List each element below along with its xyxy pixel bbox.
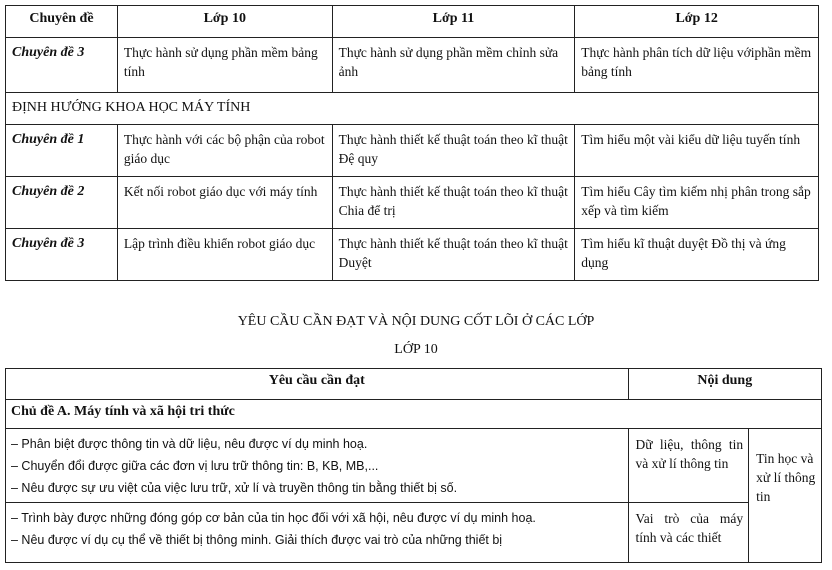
header-lop-10: Lớp 10 (117, 6, 332, 38)
lop-12-cell: Thực hành phân tích dữ liệu vớiphần mềm bảng tính (575, 38, 819, 93)
yeu-cau-cell (6, 429, 629, 503)
table-row (6, 38, 819, 93)
noi-dung-cell: Vai trò của máy tính và các thiết (628, 503, 749, 563)
section-title: YÊU CẦU CẦN ĐẠT VÀ NỘI DUNG CỐT LÕI Ở CÁC LỚP (237, 314, 595, 329)
header-lop-11: Lớp 11 (332, 6, 575, 38)
section-row (6, 93, 819, 125)
requirement-item: – Nêu được ví dụ cụ thể về thiết bị thông minh. Giải thích được vai trò của những thiết bị (11, 533, 503, 547)
table-header-row (6, 369, 822, 400)
lop-10-cell: Thực hành với các bộ phận của robot giáo dục (117, 125, 332, 177)
chuyen-de-cell: Chuyên đề 3 (6, 229, 118, 281)
lop-11-cell: Thực hành thiết kế thuật toán theo kĩ thuật Chia để trị (332, 177, 575, 229)
lop-12-cell: Tìm hiểu Cây tìm kiếm nhị phân trong sắp xếp và tìm kiếm (575, 177, 819, 229)
lop-12-cell: Tìm hiểu một vài kiểu dữ liệu tuyến tính (575, 125, 819, 177)
table-row (6, 177, 819, 229)
lop-11-cell: Thực hành thiết kế thuật toán theo kĩ thuật Đệ quy (332, 125, 575, 177)
yeu-cau-table (5, 368, 822, 563)
header-chuyen-de: Chuyên đề (6, 6, 118, 38)
requirement-item: – Chuyển đổi được giữa các đơn vị lưu trữ thông tin: B, KB, MB,... (11, 459, 379, 473)
requirement-item: – Phân biệt được thông tin và dữ liệu, nêu được ví dụ minh hoạ. (11, 437, 368, 451)
noi-dung-cell: Dữ liệu, thông tin và xử lí thông tin (628, 429, 749, 503)
requirement-item: – Trình bày được những đóng góp cơ bản của tin học đối với xã hội, nêu được ví dụ minh hoạ. (11, 511, 536, 525)
table-row (6, 503, 822, 563)
header-yeu-cau: Yêu cầu cần đạt (6, 369, 629, 400)
lop-11-cell: Thực hành sử dụng phần mềm chỉnh sửa ảnh (332, 38, 575, 93)
lop-12-cell: Tìm hiểu kĩ thuật duyệt Đồ thị và ứng dụng (575, 229, 819, 281)
section-subtitle: LỚP 10 (394, 342, 438, 357)
chuyen-de-cell: Chuyên đề 3 (6, 38, 118, 93)
requirement-item: – Nêu được sự ưu việt của việc lưu trữ, xử lí và truyền thông tin bằng thiết bị số. (11, 481, 458, 495)
noi-dung-chung-cell: Tin học và xử lí thông tin (749, 429, 822, 563)
table-row (6, 125, 819, 177)
chuyen-de-table (5, 5, 819, 281)
lop-11-cell: Thực hành thiết kế thuật toán theo kĩ thuật Duyệt (332, 229, 575, 281)
section-label: ĐỊNH HƯỚNG KHOA HỌC MÁY TÍNH (6, 93, 819, 125)
table-row (6, 229, 819, 281)
table-header-row (6, 6, 819, 38)
chu-de-label: Chủ đề A. Máy tính và xã hội tri thức (6, 400, 822, 429)
header-noi-dung: Nội dung (628, 369, 821, 400)
chuyen-de-cell: Chuyên đề 2 (6, 177, 118, 229)
header-lop-12: Lớp 12 (575, 6, 819, 38)
chu-de-row (6, 400, 822, 429)
lop-10-cell: Thực hành sử dụng phần mềm bảng tính (117, 38, 332, 93)
chuyen-de-cell: Chuyên đề 1 (6, 125, 118, 177)
yeu-cau-cell (6, 503, 629, 563)
table-row (6, 429, 822, 503)
lop-10-cell: Kết nối robot giáo dục với máy tính (117, 177, 332, 229)
lop-10-cell: Lập trình điều khiển robot giáo dục (117, 229, 332, 281)
